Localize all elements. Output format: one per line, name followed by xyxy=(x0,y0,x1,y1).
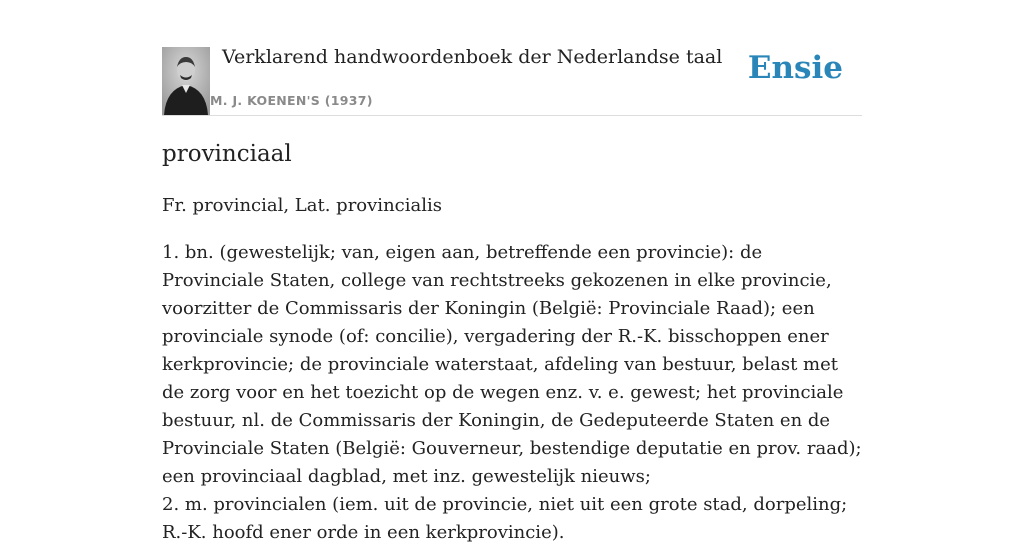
author-portrait-image xyxy=(162,47,210,115)
header-divider xyxy=(162,115,862,116)
entry-sense-1: 1. bn. (gewestelijk; van, eigen aan, betreffende een provincie): de Provinciale Staten, college van rechtstreeks gekozenen in elke provincie, voorzitter de Commissaris der Koningin (België: Provinciale Raad); een provinciale synode (of: concilie), vergadering der R.-K. bisschoppen ener kerkprovincie; de provinciale waterstaat, afdeling van bestuur, belast met de zorg voor en het toezicht op de wegen enz. v. e. gewest; het provinciale bestuur, nl. de Commissaris der Koningin, de Gedeputeerde Staten en de Provinciale Staten (België: Gouverneur, bestendige deputatie en prov. raad); een provinciaal dagblad, met inz. gewestelijk nieuws; xyxy=(162,242,862,487)
entry-headword: provinciaal xyxy=(162,141,292,167)
dictionary-entry xyxy=(162,130,862,547)
entry-definition xyxy=(162,220,862,547)
header xyxy=(162,45,862,115)
book-title: Verklarend handwoordenboek der Nederlandse taal xyxy=(222,46,723,68)
entry-sense-2: 2. m. provincialen (iem. uit de provincie, niet uit een grote stad, dorpeling; R.-K. hoofd ener orde in een kerkprovincie). xyxy=(162,494,848,543)
ensie-logo-link[interactable]: Ensie xyxy=(747,50,843,86)
book-author-label: M. J. KOENEN'S (1937) xyxy=(210,93,373,108)
entry-etymology: Fr. provincial, Lat. provincialis xyxy=(162,195,442,216)
author-portrait xyxy=(162,47,210,115)
